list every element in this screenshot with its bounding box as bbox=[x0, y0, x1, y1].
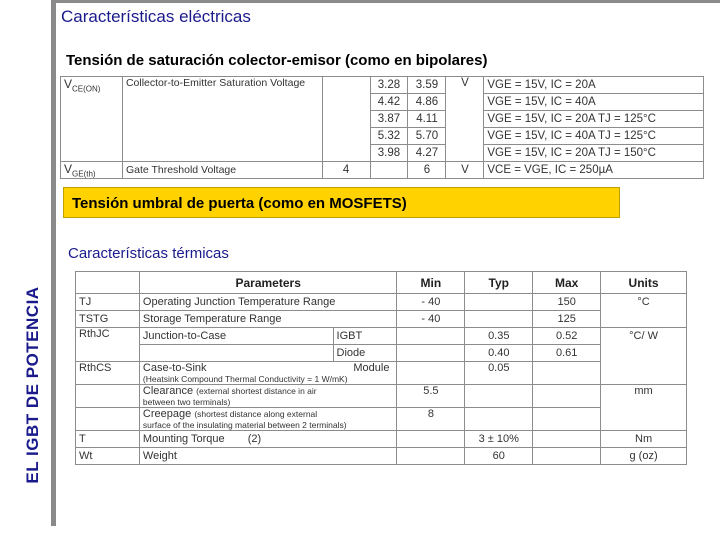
top-accent-bar bbox=[51, 0, 720, 3]
vce-desc: Collector-to-Emitter Saturation Voltage bbox=[122, 77, 322, 162]
table-row: T Mounting Torque (2) 3 ± 10% Nm bbox=[76, 431, 687, 448]
table-row: $V_{GE(th)}$ Gate Threshold Voltage 4 6 V VCE = VGE, IC = 250µA bbox=[61, 162, 704, 179]
table-row: $V_{CE(ON)}$ Collector-to-Emitter Saturation Voltage 3.28 3.59 V VGE = 15V, IC = 20A bbox=[61, 77, 704, 94]
table-row: TSTG Storage Temperature Range - 40 125 bbox=[76, 311, 687, 328]
table-row: 5.32 5.70 VGE = 15V, IC = 40A TJ = 125°C bbox=[61, 128, 704, 145]
threshold-highlight: Tensión umbral de puerta (como en MOSFETS) bbox=[63, 187, 620, 218]
page-title: Características eléctricas bbox=[61, 7, 251, 26]
thermal-table bbox=[75, 271, 687, 465]
table-row: Diode 0.40 0.61 bbox=[76, 345, 687, 362]
table-row: Wt Weight 60 g (oz) bbox=[76, 448, 687, 465]
table-row: 3.87 4.11 VGE = 15V, IC = 20A TJ = 125°C bbox=[61, 111, 704, 128]
table-row: Clearance (external shortest distance in air between two terminals) 5.5 mm bbox=[76, 385, 687, 408]
table-row: 3.98 4.27 VGE = 15V, IC = 20A TJ = 150°C bbox=[61, 145, 704, 162]
side-label: EL IGBT DE POTENCIA bbox=[23, 286, 42, 484]
section-thermal-title: Características térmicas bbox=[68, 245, 229, 262]
table-row: TJ Operating Junction Temperature Range - 40 150 °C bbox=[76, 294, 687, 311]
table-row: RthJC Junction-to-Case IGBT 0.35 0.52 °C/ W bbox=[76, 328, 687, 345]
section-saturation-title: Tensión de saturación colector-emisor (como en bipolares) bbox=[66, 52, 488, 69]
table-row: RthCS Case-to-Sink Module (Heatsink Compound Thermal Conductivity = 1 W/mK) 0.05 bbox=[76, 362, 687, 385]
electrical-table bbox=[60, 76, 704, 179]
left-accent-bar bbox=[51, 0, 56, 526]
table-row: 4.42 4.86 VGE = 15V, IC = 40A bbox=[61, 94, 704, 111]
table-header-row: Parameters Min Typ Max Units bbox=[76, 272, 687, 294]
table-row: Creepage (shortest distance along external surface of the insulating material between 2 terminals) 8 bbox=[76, 408, 687, 431]
